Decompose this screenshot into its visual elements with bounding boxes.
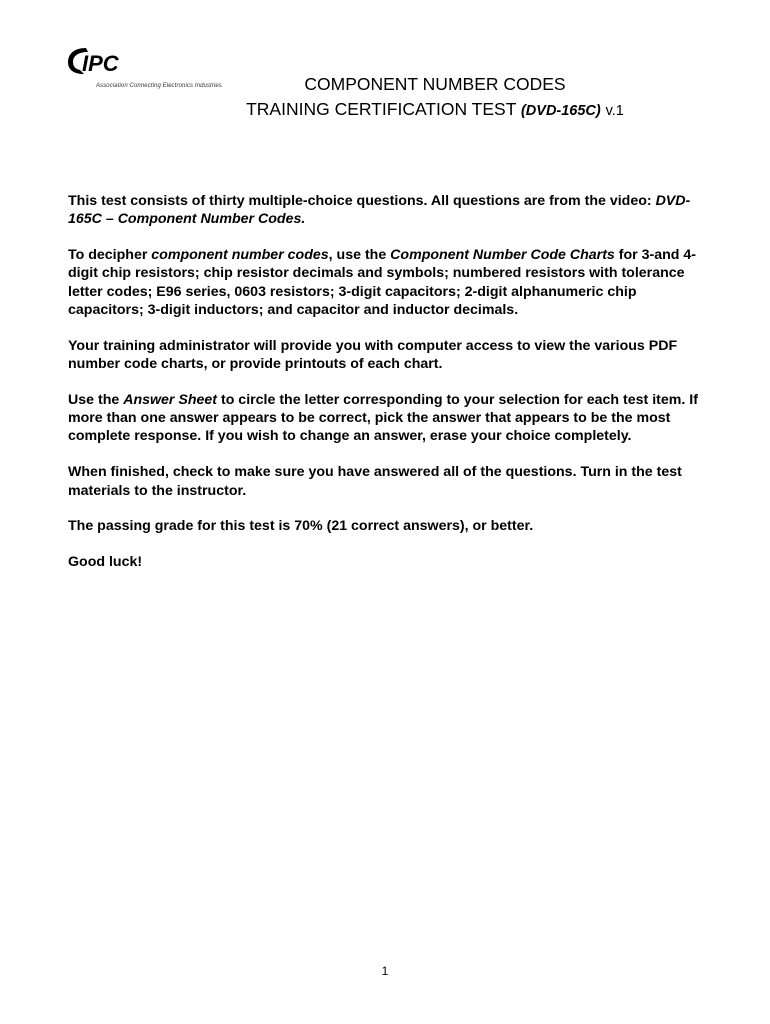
paragraph-answer-sheet [68, 391, 708, 446]
paragraph-finished: When finished, check to make sure you have answered all of the questions. Turn in the test materials to the instructor. [68, 464, 682, 499]
ipc-logo-mark [66, 44, 146, 80]
paragraph-answer-text-c: to circle the letter corresponding to your selection for each test item. If more than one answer appears to be correct, pick the answer that appears to be the most complete response. If you wish to change an answer, erase your choice completely. [68, 391, 698, 445]
paragraph-answer-text-a: Use the [68, 391, 124, 408]
paragraph-decipher-text-a: To decipher [68, 247, 152, 264]
paragraph-decipher-text-c: , use the [328, 247, 391, 264]
ipc-logo [66, 44, 236, 94]
paragraph-intro-text: This test consists of thirty multiple-choice questions. All questions are from the video: [68, 193, 656, 209]
page-number: 1 [381, 964, 389, 978]
doc-title-version: v.1 [605, 103, 624, 119]
paragraph-access: Your training administrator will provide you with computer access to view the various PDF number code charts, or provide printouts of each chart. [68, 337, 678, 373]
doc-title-code: (DVD-165C) [520, 103, 601, 119]
video-title: DVD-165C – Component Number Codes. [68, 193, 691, 228]
doc-title-line2 [240, 97, 630, 123]
logo-text: IPC [82, 51, 119, 76]
term-answer-sheet: Answer Sheet [123, 391, 218, 408]
term-code-charts: Component Number Code Charts [390, 247, 615, 264]
paragraph-intro [68, 192, 708, 229]
doc-title-line1: COMPONENT NUMBER CODES [304, 74, 566, 94]
instructions-body [68, 192, 708, 589]
paragraph-decipher-text-e: for 3-and 4-digit chip resistors; chip resistor decimals and symbols; numbered resistors with tolerance letter codes; E96 series, 0603 resistors; 3-digit capacitors; 2-digit alphanumeric chip capacitors; 3-digit inductors; and capacitor and inductor decimals. [68, 247, 697, 318]
paragraph-good-luck: Good luck! [68, 554, 143, 571]
paragraph-passing-grade: The passing grade for this test is 70% (21 correct answers), or better. [68, 518, 534, 535]
paragraph-decipher [68, 246, 708, 319]
doc-title-main: TRAINING CERTIFICATION TEST [246, 99, 517, 119]
term-component-number-codes: component number codes [151, 247, 329, 264]
logo-tagline: Association Connecting Electronics Industries [96, 83, 222, 89]
